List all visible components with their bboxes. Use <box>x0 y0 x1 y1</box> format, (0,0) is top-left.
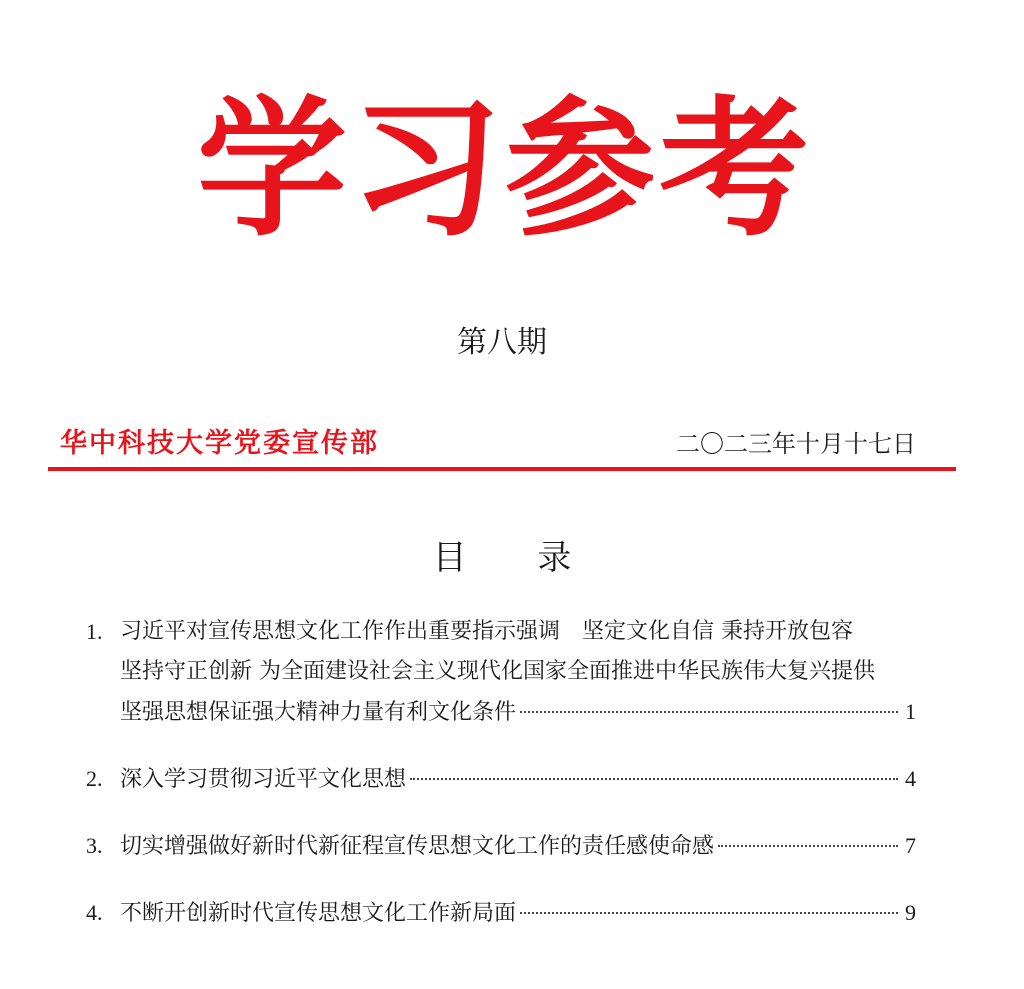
toc-item-1[interactable] <box>86 612 916 733</box>
toc-item-title: 深入学习贯彻习近平文化思想 <box>120 767 407 792</box>
toc-item-title-line: 坚强思想保证强大精神力量有利文化条件 <box>120 700 517 725</box>
toc-page-number: 9 <box>905 900 916 925</box>
issue-number: 第八期 <box>457 325 547 360</box>
toc-item-number: 4. <box>86 900 103 925</box>
masthead-title: 学习参考 <box>196 81 813 257</box>
toc-item-2[interactable] <box>86 759 916 800</box>
red-divider <box>48 467 956 471</box>
dot-leader <box>410 778 898 780</box>
publisher-name: 华中科技大学党委宣传部 <box>60 428 379 459</box>
toc-item-title: 切实增强做好新时代新征程宣传思想文化工作的责任感使命感 <box>120 834 715 859</box>
toc-page-number: 1 <box>905 699 916 724</box>
toc-item-title-line: 坚持守正创新 为全面建设社会主义现代化国家全面推进中华民族伟大复兴提供 <box>120 659 875 684</box>
toc-item-title-line: 习近平对宣传思想文化工作作出重要指示强调 坚定文化自信 秉持开放包容 <box>120 619 853 644</box>
dot-leader <box>718 845 898 847</box>
toc-item-number: 1. <box>86 619 103 644</box>
dot-leader <box>520 711 898 713</box>
toc-item-number: 2. <box>86 766 103 791</box>
toc-item-4[interactable] <box>86 893 916 934</box>
toc-item-3[interactable] <box>86 826 916 867</box>
toc-item-number: 3. <box>86 833 103 858</box>
toc-item-title: 不断开创新时代宣传思想文化工作新局面 <box>120 901 517 926</box>
toc-page-number: 4 <box>905 766 916 791</box>
publication-date: 二〇二三年十月十七日 <box>676 430 916 458</box>
table-of-contents <box>86 612 916 934</box>
dot-leader <box>520 912 898 914</box>
toc-page-number: 7 <box>905 833 916 858</box>
toc-title: 目 录 <box>432 538 602 578</box>
